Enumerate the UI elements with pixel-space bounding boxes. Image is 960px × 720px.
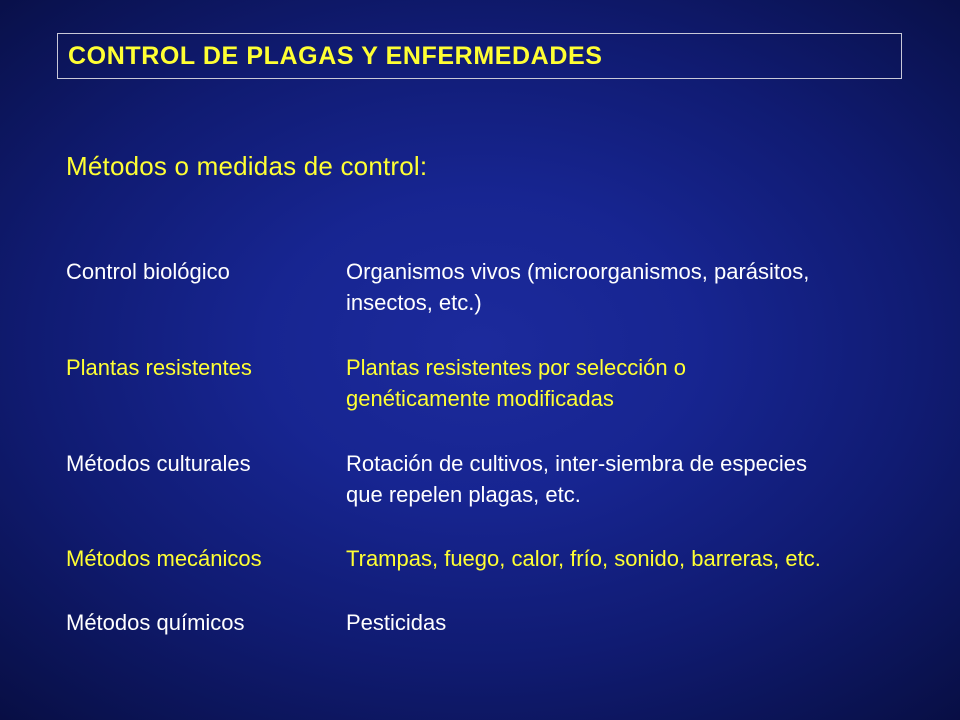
method-description-line: Trampas, fuego, calor, frío, sonido, barreras, etc. xyxy=(346,546,821,571)
method-label: Plantas resistentes xyxy=(66,355,252,380)
method-description xyxy=(346,352,946,414)
method-description xyxy=(346,607,946,638)
method-label: Métodos mecánicos xyxy=(66,546,262,571)
method-label: Métodos químicos xyxy=(66,610,245,635)
method-description-line: Organismos vivos (microorganismos, parásitos, xyxy=(346,259,810,284)
method-description-line: insectos, etc.) xyxy=(346,290,482,315)
method-description xyxy=(346,543,946,574)
slide-title: CONTROL DE PLAGAS Y ENFERMEDADES xyxy=(68,41,603,70)
method-description-line: que repelen plagas, etc. xyxy=(346,482,581,507)
method-description-line: genéticamente modificadas xyxy=(346,386,614,411)
title-box xyxy=(57,33,902,79)
method-description xyxy=(346,256,946,318)
method-label: Control biológico xyxy=(66,259,230,284)
method-description xyxy=(346,448,946,510)
method-description-line: Rotación de cultivos, inter-siembra de especies xyxy=(346,451,808,476)
method-description-line: Plantas resistentes por selección o xyxy=(346,355,686,380)
method-description-line: Pesticidas xyxy=(346,610,447,635)
method-label: Métodos culturales xyxy=(66,451,251,476)
slide-subtitle: Métodos o medidas de control: xyxy=(66,151,428,181)
